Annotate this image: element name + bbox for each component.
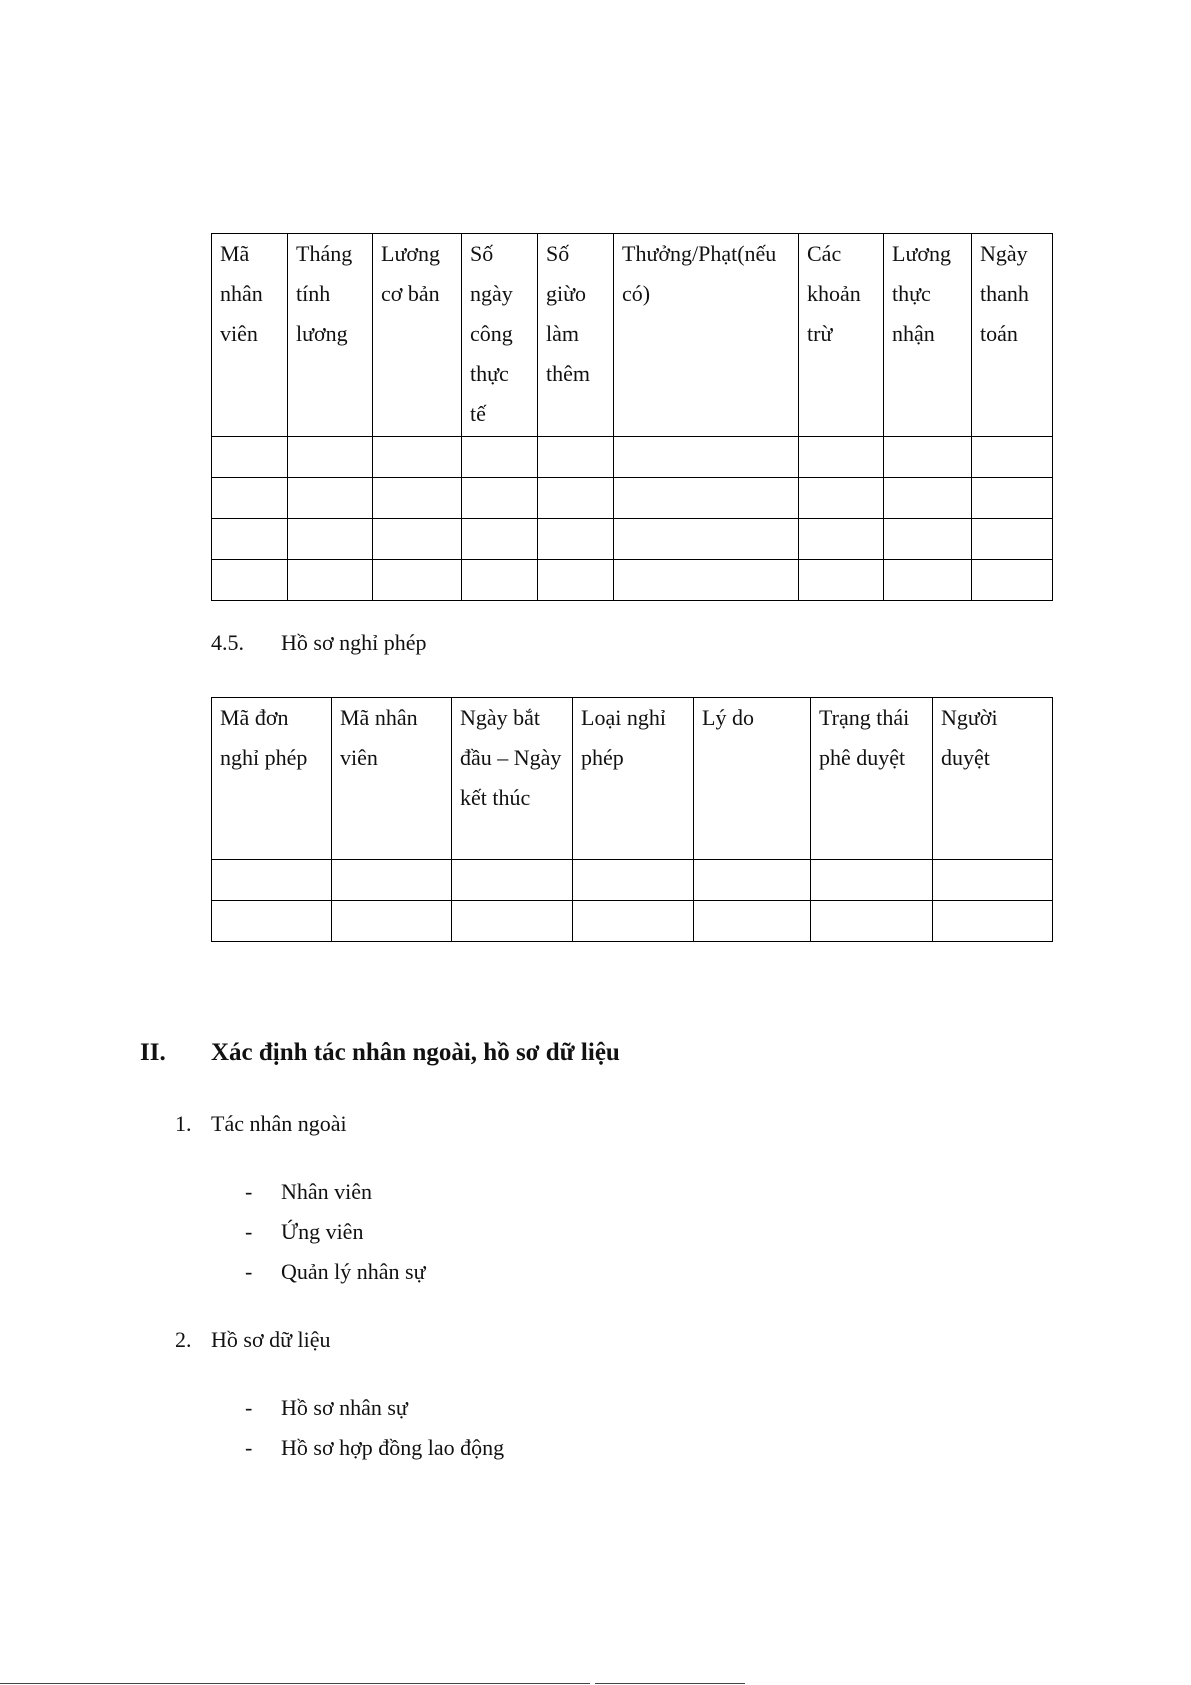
table-cell bbox=[212, 860, 332, 901]
table-cell bbox=[811, 901, 933, 942]
table-cell bbox=[332, 901, 452, 942]
table-cell bbox=[972, 560, 1053, 601]
header-cell: Ngày thanh toán bbox=[972, 234, 1053, 437]
table-cell bbox=[288, 478, 373, 519]
table-cell bbox=[212, 437, 288, 478]
table-row bbox=[212, 860, 1053, 901]
header-cell: Mã đơn nghỉ phép bbox=[212, 698, 332, 860]
table-cell bbox=[462, 437, 538, 478]
footer-rule-segment bbox=[595, 1683, 745, 1684]
subsection-2-number: 2. bbox=[175, 1327, 192, 1352]
list-item: Hồ sơ hợp đồng lao động bbox=[281, 1435, 505, 1460]
footer-rule bbox=[0, 1683, 590, 1684]
table-cell bbox=[538, 519, 614, 560]
bullet-dash: - bbox=[245, 1219, 253, 1244]
subsection-2-title: Hồ sơ dữ liệu bbox=[211, 1327, 331, 1352]
bullet-dash: - bbox=[245, 1179, 253, 1204]
table-cell bbox=[614, 437, 799, 478]
header-cell: Lý do bbox=[694, 698, 811, 860]
subsection-1-number: 1. bbox=[175, 1111, 192, 1136]
table-cell bbox=[972, 478, 1053, 519]
table-cell bbox=[811, 860, 933, 901]
header-cell: Mã nhân viên bbox=[332, 698, 452, 860]
table-cell bbox=[573, 901, 694, 942]
table-cell bbox=[288, 560, 373, 601]
subsection-1-title: Tác nhân ngoài bbox=[211, 1111, 347, 1136]
header-cell: Số ngày công thực tế bbox=[462, 234, 538, 437]
table-cell bbox=[212, 478, 288, 519]
table-row bbox=[212, 478, 1053, 519]
header-cell: Trạng thái phê duyệt bbox=[811, 698, 933, 860]
header-cell: Người duyệt bbox=[933, 698, 1053, 860]
salary-header-row bbox=[212, 234, 1053, 437]
table-cell bbox=[288, 519, 373, 560]
table-cell bbox=[933, 901, 1053, 942]
header-cell: Mã nhân viên bbox=[212, 234, 288, 437]
header-cell: Loại nghỉ phép bbox=[573, 698, 694, 860]
header-cell: Tháng tính lương bbox=[288, 234, 373, 437]
table-cell bbox=[884, 519, 972, 560]
table-cell bbox=[694, 860, 811, 901]
list-item: Nhân viên bbox=[281, 1179, 373, 1204]
table-cell bbox=[288, 437, 373, 478]
header-cell: Lương thực nhận bbox=[884, 234, 972, 437]
table-row bbox=[212, 519, 1053, 560]
header-cell: Lương cơ bản bbox=[373, 234, 462, 437]
leave-table bbox=[211, 697, 1053, 942]
table-cell bbox=[538, 560, 614, 601]
table-cell bbox=[884, 478, 972, 519]
table-cell bbox=[452, 860, 573, 901]
table-cell bbox=[799, 437, 884, 478]
table-cell bbox=[538, 437, 614, 478]
table-row bbox=[212, 437, 1053, 478]
table-cell bbox=[212, 519, 288, 560]
bullet-dash: - bbox=[245, 1259, 253, 1284]
table-cell bbox=[573, 860, 694, 901]
table-cell bbox=[212, 901, 332, 942]
table-cell bbox=[933, 860, 1053, 901]
table-cell bbox=[462, 560, 538, 601]
table-cell bbox=[884, 437, 972, 478]
table-cell bbox=[694, 901, 811, 942]
table-cell bbox=[614, 560, 799, 601]
table-cell bbox=[538, 478, 614, 519]
table-cell bbox=[462, 478, 538, 519]
table-cell bbox=[884, 560, 972, 601]
bullet-dash: - bbox=[245, 1435, 253, 1460]
table-cell bbox=[614, 478, 799, 519]
section-4-5-number: 4.5. bbox=[211, 630, 244, 655]
table-cell bbox=[972, 519, 1053, 560]
header-cell: Ngày bắt đầu – Ngày kết thúc bbox=[452, 698, 573, 860]
list-item: Hồ sơ nhân sự bbox=[281, 1395, 408, 1420]
table-cell bbox=[332, 860, 452, 901]
table-row bbox=[212, 560, 1053, 601]
table-cell bbox=[373, 478, 462, 519]
bullet-dash: - bbox=[245, 1395, 253, 1420]
table-cell bbox=[799, 519, 884, 560]
section-II-title: Xác định tác nhân ngoài, hồ sơ dữ liệu bbox=[211, 1039, 620, 1066]
table-row bbox=[212, 901, 1053, 942]
list-item: Ứng viên bbox=[281, 1219, 364, 1244]
section-II-number: II. bbox=[140, 1039, 166, 1066]
table-cell bbox=[373, 519, 462, 560]
table-cell bbox=[373, 437, 462, 478]
table-cell bbox=[972, 437, 1053, 478]
list-item: Quản lý nhân sự bbox=[281, 1259, 426, 1284]
section-4-5-title: Hồ sơ nghỉ phép bbox=[281, 630, 427, 655]
salary-table bbox=[211, 233, 1053, 601]
leave-header-row bbox=[212, 698, 1053, 860]
table-cell bbox=[212, 560, 288, 601]
header-cell: Các khoản trừ bbox=[799, 234, 884, 437]
table-cell bbox=[452, 901, 573, 942]
table-cell bbox=[614, 519, 799, 560]
table-cell bbox=[799, 560, 884, 601]
table-cell bbox=[373, 560, 462, 601]
table-cell bbox=[799, 478, 884, 519]
header-cell: Số giừo làm thêm bbox=[538, 234, 614, 437]
header-cell: Thưởng/Phạt(nếu có) bbox=[614, 234, 799, 437]
table-cell bbox=[462, 519, 538, 560]
